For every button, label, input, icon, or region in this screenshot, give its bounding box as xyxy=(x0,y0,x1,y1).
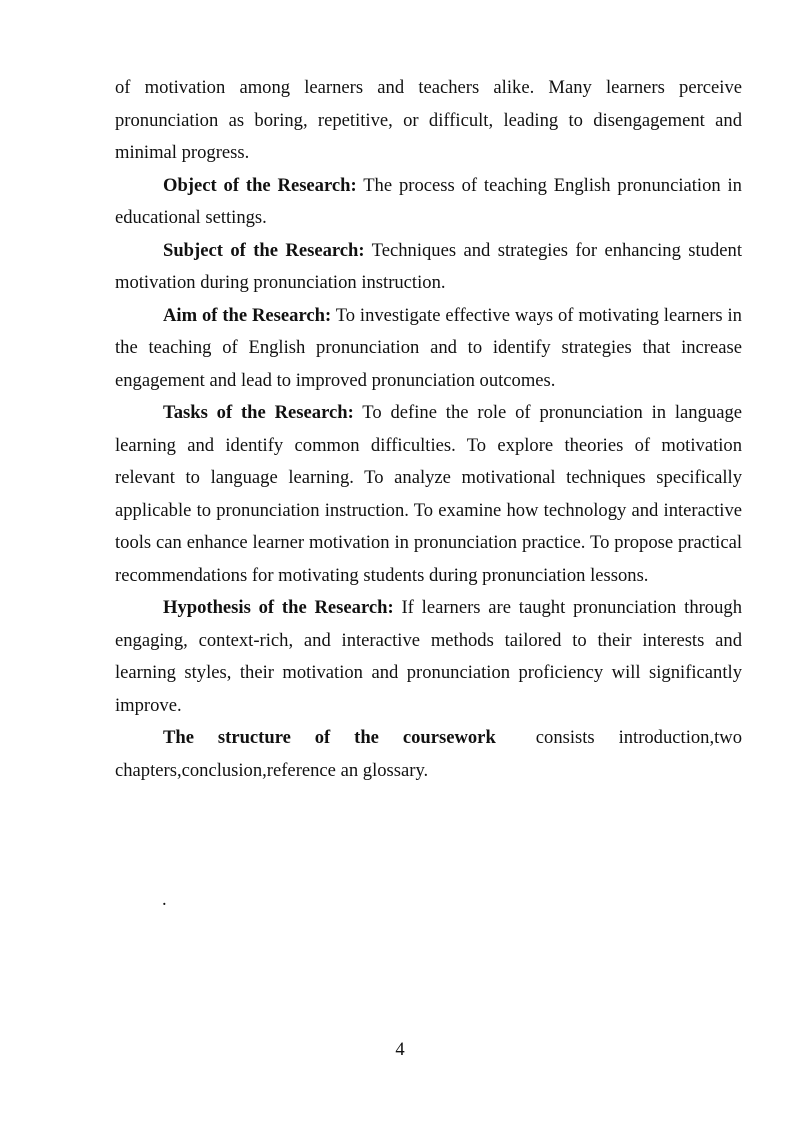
subject-heading: Subject of the Research: xyxy=(163,239,365,261)
hypothesis-paragraph xyxy=(115,592,742,722)
aim-heading: Aim of the Research: xyxy=(163,304,332,326)
structure-heading: The structure of the coursework xyxy=(163,727,496,748)
structure-paragraph xyxy=(115,722,742,787)
hypothesis-heading: Hypothesis of the Research: xyxy=(163,597,394,618)
tasks-text: To define the role of pronunciation in language learning and identify common difficulties. To explore theories of motivation relevant to language learning. To analyze motivational techniques specifically applicable to pronunciation instruction. To examine how technology and interactive tools can enhance learner motivation in pronunciation practice. To propose practical recommendations for motivating students during pronunciation lessons. xyxy=(115,402,743,586)
subject-text: Techniques and strategies for enhancing student motivation during pronunciation instruction. xyxy=(115,239,742,293)
object-text: The process of teaching English pronunciation in educational settings. xyxy=(115,174,742,228)
object-heading: Object of the Research: xyxy=(163,174,357,196)
object-paragraph xyxy=(115,170,742,235)
stray-period: . xyxy=(162,889,167,910)
tasks-heading: Tasks of the Research: xyxy=(163,402,354,423)
page-number: 4 xyxy=(395,1039,405,1060)
page-body xyxy=(115,72,742,787)
aim-text: To investigate effective ways of motivating learners in the teaching of English pronunciation and to identify strategies that increase engagement and lead to improved pronunciation outcomes. xyxy=(115,304,742,391)
intro-continuation-paragraph: of motivation among learners and teachers alike. Many learners perceive pronunciation as boring, repetitive, or difficult, leading to disengagement and minimal progress. xyxy=(115,77,742,163)
subject-paragraph xyxy=(115,235,742,300)
hypothesis-text: If learners are taught pronunciation through engaging, context-rich, and interactive methods tailored to their interests and learning styles, their motivation and pronunciation proficiency will significantly improve. xyxy=(115,597,742,716)
aim-paragraph xyxy=(115,300,742,398)
tasks-paragraph xyxy=(115,397,742,592)
structure-text: consists introduction,two chapters,conclusion,reference an glossary. xyxy=(115,727,742,781)
